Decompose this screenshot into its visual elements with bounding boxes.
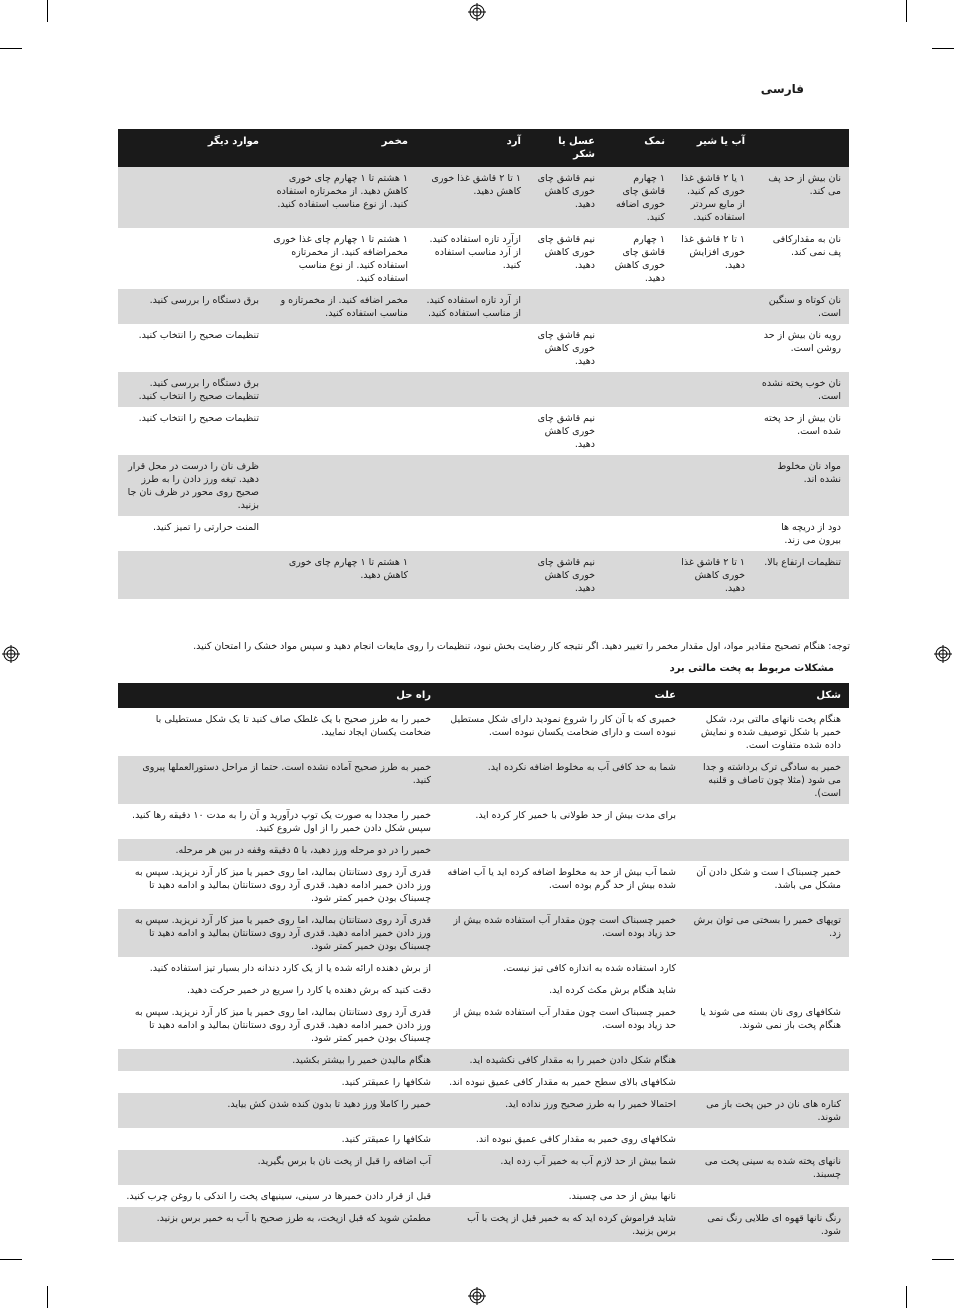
table-row (118, 909, 849, 957)
registration-mark-icon (2, 645, 20, 663)
table-cell: هنگام شکل دادن خمیر را به مقدار کافی نکشیده اید. (439, 1049, 684, 1071)
table-cell (603, 372, 673, 407)
table-cell (684, 1185, 849, 1207)
table-cell: نانها بیش از حد می چسبند. (439, 1185, 684, 1207)
table-cell: شکافهای روی خمیر به مقدار کافی عمیق نبوده اند. (439, 1128, 684, 1150)
crop-mark (906, 1286, 907, 1308)
table-cell: نیم قاشق چای خوری کاهش دهید. (529, 551, 603, 599)
table-cell: نیم قاشق چای خوری کاهش دهید. (529, 407, 603, 455)
crop-mark (906, 0, 907, 22)
table-cell: قبل از قرار دادن خمیرها در سینی، سینیهای پخت را اندکی با روغن چرب کنید. (118, 1185, 439, 1207)
crop-mark (47, 1286, 48, 1308)
table-cell (603, 455, 673, 516)
table-row (118, 1128, 849, 1150)
table-cell (267, 407, 416, 455)
table-row (118, 1049, 849, 1071)
table-cell (416, 324, 529, 372)
table-cell: تنظیمات صحیح را انتخاب کنید. (118, 324, 267, 372)
table-cell: هنگام مالیدن خمیر را بیشتر بکشید. (118, 1049, 439, 1071)
table-cell: ۱ تا ۲ قاشق غذا خوری افزایش دهید. (673, 228, 753, 289)
table-cell (118, 228, 267, 289)
table-row (118, 167, 849, 228)
table-row (118, 455, 849, 516)
table-cell: خمیر به طرز صحیح آماده نشده است. حتما از مراحل دستورالعملها پیروی کنید. (118, 756, 439, 804)
table-cell: ۱ هشتم تا ۱ چهارم چای خوری کاهش دهید. (267, 551, 416, 599)
table-cell: خمیر را در دو مرحله ورز دهید، با ۵ دقیقه وقفه در بین هر مرحله. (118, 839, 439, 861)
registration-mark-icon (468, 3, 486, 21)
column-header: مخمر (267, 129, 416, 167)
column-header: موارد دیگر (118, 129, 267, 167)
table-cell (529, 455, 603, 516)
table-cell: هنگام پخت نانهای مالتی برد، شکل خمیر با شکل توصیف شده و نمایش داده شده متفاوت است. (684, 708, 849, 756)
table-cell: از آرد تازه استفاده کنید. از مناسب استفاده کنید. (416, 289, 529, 324)
table-cell: شکافهای بالای سطح خمیر به مقدار کافی عمیق نبوده اند. (439, 1071, 684, 1093)
table-row (118, 407, 849, 455)
table-cell (529, 372, 603, 407)
table-cell (603, 407, 673, 455)
table-cell (118, 551, 267, 599)
table-row (118, 516, 849, 551)
table-cell: مواد نان مخلوط نشده اند. (753, 455, 849, 516)
table-cell (673, 289, 753, 324)
table-row (118, 1093, 849, 1128)
table-cell (684, 979, 849, 1001)
table-cell: تنظیمات ارتفاع بالا. (753, 551, 849, 599)
table-cell (416, 455, 529, 516)
table-cell: نان کوتاه و سنگین است. (753, 289, 849, 324)
table-row (118, 551, 849, 599)
table-cell: رنگ نانها قهوه ای طلایی رنگ نمی شود. (684, 1207, 849, 1242)
table-row (118, 1150, 849, 1185)
table-cell (416, 551, 529, 599)
table-row (118, 228, 849, 289)
table-cell: دود از دریچه ها بیرون می زند. (753, 516, 849, 551)
table-row (118, 804, 849, 839)
table-row (118, 708, 849, 756)
table-cell: برق دستگاه را بررسی کنید. تنظیمات صحیح را انتخاب کنید. (118, 372, 267, 407)
table-cell (118, 167, 267, 228)
crop-mark (0, 48, 22, 49)
table-row (118, 756, 849, 804)
table-cell (673, 516, 753, 551)
table-cell: قدری آرد روی دستانتان بمالید، اما روی خمیر یا میز کار آرد نریزید. سپس به ورز دادن خمیر ادامه دهید. قدری آرد روی دستانتان بمالید و ادامه دهید تا چسبناک بودن خمیر کمتر شود. (118, 1001, 439, 1049)
table-cell: ۱ تا ۲ قاشق غذا خوری کاهش دهید. (673, 551, 753, 599)
table-cell: برای مدت بیش از حد طولانی با خمیر کار کرده اید. (439, 804, 684, 839)
crop-mark (932, 1259, 954, 1260)
table-cell: از برش دهنده ارائه شده یا از یک کارد دندانه دار بسیار تیز استفاده کنید. (118, 957, 439, 979)
table-row (118, 289, 849, 324)
table-cell (673, 407, 753, 455)
table-cell: کناره های نان در حین پخت باز می شوند. (684, 1093, 849, 1128)
table-cell: شما بیش از حد لازم آب به خمیر آب زده اید. (439, 1150, 684, 1185)
table-cell (603, 551, 673, 599)
table-cell: ۱ چهارم قاشق چای خوری اضافه کنید. (603, 167, 673, 228)
table-cell: احتمالا خمیر را به طرز صحیح ورز نداده اید. (439, 1093, 684, 1128)
table-cell: رویه نان بیش از حد روشن است. (753, 324, 849, 372)
table-cell (416, 516, 529, 551)
table-cell: ظرف نان را درست در محل قرار دهید. تیغه ورز دادن را به طرز صحیح روی محور در ظرف نان جا بزنید. (118, 455, 267, 516)
table-row (118, 839, 849, 861)
table-cell: قدری آرد روی دستانتان بمالید، اما روی خمیر یا میز کار آرد نریزید. سپس به ورز دادن خمیر ادامه دهید. قدری آرد روی دستانتان بمالید و ادامه دهید تا چسبناک بودن خمیر کمتر شود. (118, 861, 439, 909)
table-cell: برق دستگاه را بررسی کنید. (118, 289, 267, 324)
table-cell: نان به مقدارکافی پف نمی کند. (753, 228, 849, 289)
table-row (118, 957, 849, 979)
table-cell: شما به حد کافی آب به مخلوط اضافه نکرده اید. (439, 756, 684, 804)
table-cell (603, 324, 673, 372)
table-cell: شکافها را عمیقتر کنید. (118, 1128, 439, 1150)
table-cell (267, 516, 416, 551)
column-header (753, 129, 849, 167)
table-cell (684, 804, 849, 839)
table-cell (267, 324, 416, 372)
table-cell: ۱ چهارم قاشق چای خوری کاهش دهید. (603, 228, 673, 289)
table-cell: خمیر را مجددا به صورت یک توپ درآورید و آن را به مدت ۱۰ دقیقه رها کنید. سپس شکل دادن خمیر را از اول شروع کنید. (118, 804, 439, 839)
table-cell (603, 516, 673, 551)
table-cell: المنت حرارتی را تمیز کنید. (118, 516, 267, 551)
language-label: فارسی (760, 82, 804, 96)
table-header-row (118, 129, 849, 167)
table-row (118, 861, 849, 909)
table-cell (673, 372, 753, 407)
table-cell: نان بیش از حد پف می کند. (753, 167, 849, 228)
table-cell: ازآرد تازه استفاده کنید. از آرد مناسب استفاده کنید. (416, 228, 529, 289)
table-cell: آب اضافه را قبل از پخت نان با برس بگیرید. (118, 1150, 439, 1185)
table-cell: تنظیمات صحیح را انتخاب کنید. (118, 407, 267, 455)
column-header: نمک (603, 129, 673, 167)
table-cell: شما آب بیش از حد به مخلوط اضافه کرده اید یا آب اضافه شده بیش از حد گرم بوده است. (439, 861, 684, 909)
table-cell: کارد استفاده شده به اندازه کافی تیز نیست. (439, 957, 684, 979)
table-cell (439, 839, 684, 861)
table-cell: شکافها را عمیقتر کنید. (118, 1071, 439, 1093)
bread-troubleshooting-table (118, 129, 849, 599)
table-cell: توپهای خمیر را بسختی می توان برش زد. (684, 909, 849, 957)
table-cell (684, 957, 849, 979)
column-header: آرد (416, 129, 529, 167)
table-cell (416, 372, 529, 407)
registration-mark-icon (468, 1287, 486, 1305)
table-cell: خمیر چسبناک است چون مقدار آب استفاده شده بیش از حد زیاد بوده است. (439, 1001, 684, 1049)
table-cell: خمیر را کاملا ورز دهید تا بدون کنده شدن کش بیاید. (118, 1093, 439, 1128)
table-cell (673, 324, 753, 372)
crop-mark (0, 1259, 22, 1260)
table-cell (603, 289, 673, 324)
table-cell (673, 455, 753, 516)
table-row (118, 1071, 849, 1093)
column-header: علت (439, 683, 684, 708)
table-cell: شکافهای روی نان بسته می شوند یا هنگام پخت باز نمی شوند. (684, 1001, 849, 1049)
table-cell: خمیر چسبناک است چون مقدار آب استفاده شده بیش از حد زیاد بوده است. (439, 909, 684, 957)
table-cell: ۱ تا ۲ قاشق غذا خوری کاهش دهید. (416, 167, 529, 228)
note-text: توجه: هنگام تصحیح مقادیر مواد، اول مقدار مخمر را تغییر دهید. اگر نتیجه کار رضایت بخش نبود، تنظیمات را روی مایعات انجام دهید و سپس مواد خشک را امتحان کنید. (193, 641, 850, 652)
table-row (118, 979, 849, 1001)
table-cell: خمیر چسبناک ا ست و شکل دادن آن مشکل می باشد. (684, 861, 849, 909)
table-cell (684, 1049, 849, 1071)
section-title: مشکلات مربوط به پخت مالتی برد (669, 663, 834, 674)
table-cell: خمیر را به طرز صحیح با یک غلطک صاف کنید تا یک شکل مستطیلی با ضخامت یکسان ایجاد نمایید. (118, 708, 439, 756)
table-row (118, 372, 849, 407)
table-cell: نیم قاشق چای خوری کاهش دهید. (529, 324, 603, 372)
table-header-row (118, 683, 849, 708)
table-cell (529, 289, 603, 324)
table-cell: خمیر به سادگی ترک برداشته و جدا می شود (مثلا چون تاصاف و قلنبه است). (684, 756, 849, 804)
table-cell: نیم قاشق چای خوری کاهش دهید. (529, 167, 603, 228)
column-header: آب یا شیر (673, 129, 753, 167)
multibread-problems-table (118, 683, 849, 1242)
table-cell: ۱ هشتم تا ۱ چهارم چای خوری کاهش دهید. از مخمرتازه استفاده کنید. از نوع مناسب استفاده کنید. (267, 167, 416, 228)
column-header: عسل یا شکر (529, 129, 603, 167)
table-cell (416, 407, 529, 455)
table-cell: دقت کنید که برش دهنده یا کارد را سریع در خمیر حرکت دهید. (118, 979, 439, 1001)
table-cell: ۱ یا ۲ قاشق غذا خوری کم کنید. از مایع سردتر استفاده کنید. (673, 167, 753, 228)
table-cell (684, 1071, 849, 1093)
column-header: راه حل (118, 683, 439, 708)
table-cell: مخمر اضافه کنید. از مخمرتازه و مناسب استفاده کنید. (267, 289, 416, 324)
table-cell: شاید فراموش کرده اید که به خمیر قبل از پخت با آب برس بزنید. (439, 1207, 684, 1242)
table-row (118, 1185, 849, 1207)
crop-mark (47, 0, 48, 22)
table-cell (684, 1128, 849, 1150)
table-cell (267, 455, 416, 516)
table-cell: قدری آرد روی دستانتان بمالید، اما روی خمیر یا میز کار آرد نریزید. سپس به ورز دادن خمیر ادامه دهید. قدری آرد روی دستانتان بمالید و ادامه دهید تا چسبناک بودن خمیر کمتر شود. (118, 909, 439, 957)
table-cell: نان بیش از حد پخته شده است. (753, 407, 849, 455)
table-cell: شاید هنگام برش مکث کرده اید. (439, 979, 684, 1001)
column-header: شکل (684, 683, 849, 708)
table-cell: نیم قاشق چای خوری کاهش دهید. (529, 228, 603, 289)
table-row (118, 324, 849, 372)
crop-mark (932, 48, 954, 49)
table-cell: نان خوب پخته نشده است. (753, 372, 849, 407)
table-cell: ۱ هشتم تا ۱ چهارم چای غذا خوری مخمراضافه کنید. از مخمرتازه استفاده کنید. از نوع مناسب استفاده کنید. (267, 228, 416, 289)
table-cell (529, 516, 603, 551)
table-cell: خمیری که با آن کار را شروع نمودید دارای شکل مستطیل نبوده است و دارای ضخامت یکسان نبوده است. (439, 708, 684, 756)
table-row (118, 1207, 849, 1242)
registration-mark-icon (934, 645, 952, 663)
table-cell (684, 839, 849, 861)
table-cell: نانهای پخته شده به سینی پخت می چسبند. (684, 1150, 849, 1185)
table-cell (267, 372, 416, 407)
table-row (118, 1001, 849, 1049)
table-cell: مطمئن شوید که قبل ازپخت، به طرز صحیح با آب به خمیر برس بزنید. (118, 1207, 439, 1242)
